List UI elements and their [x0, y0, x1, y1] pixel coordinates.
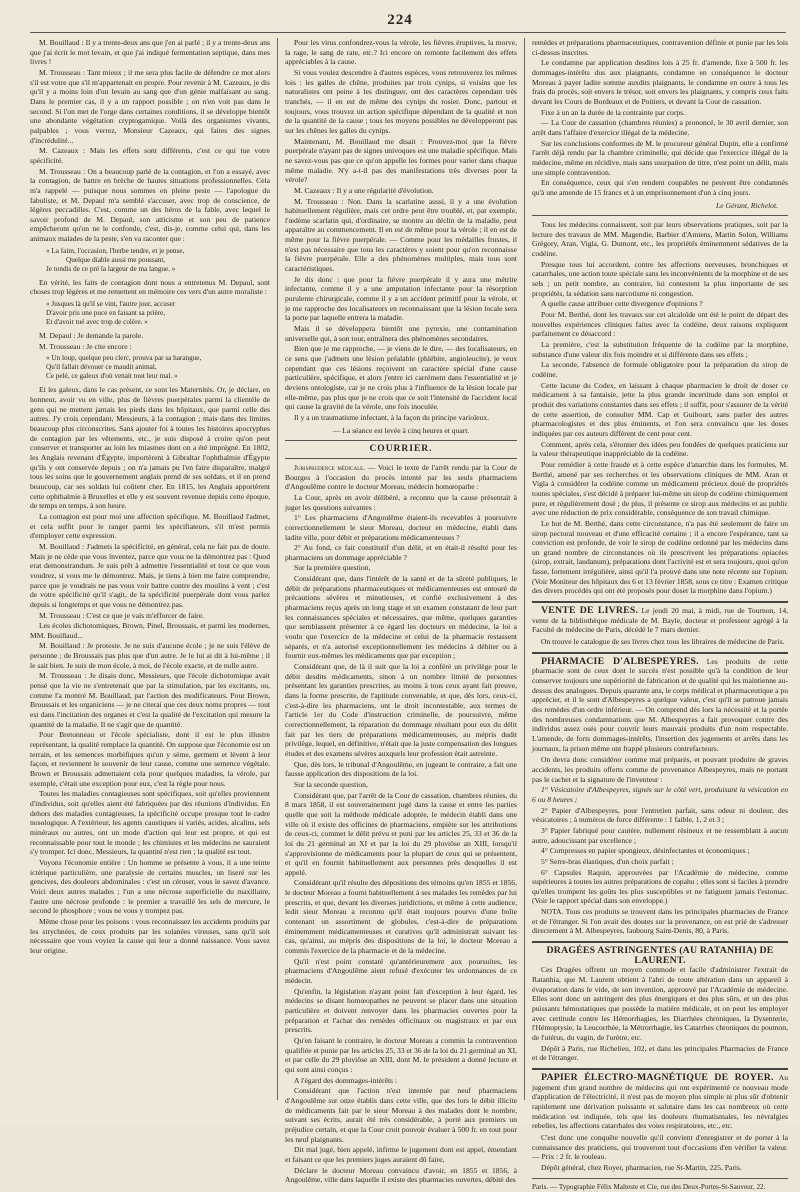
paragraph: remèdes et préparations pharmaceutiques, contravention définie et punie par les lois ci-dessus inscrites.: [532, 38, 788, 57]
paragraph: Sur les conclusions conformes de M. le procureur général Dupin, elle a confirmé l'arrêt déjà rendu par la chambre criminelle, qui décide que l'exercice illégal de la médecine, même en récidive, mais sans usurpation de titre, n'est point un délit, mais une simple contravention.: [532, 138, 788, 177]
ad-title: PHARMACIE D'ALBESPEYRES.: [541, 655, 699, 667]
ad-text: Le jeudi 20 mai, à midi, rue de Tournon, 14, vente de la bibliothèque médicale de M. Bayle, docteur et professeur agrégé à la Faculté de médecine de Paris, décédé le 7 mars dernier.: [532, 606, 789, 635]
ad-title: PAPIER ÉLECTRO-MAGNÉTIQUE DE ROYER.: [541, 1071, 774, 1083]
ad-albespeyres: [532, 657, 788, 754]
section-heading-courrier: COURRIER.: [369, 444, 433, 455]
column-left: [30, 38, 270, 1118]
paragraph: Considérant qu'il résulte des dépositions des témoins qu'en 1855 et 1856, le docteur Moreau a fourni habituellement à ses malades les remèdes par lui prescrits, et que, devant les diverses juridictions, et même à cette audience, ledit sieur Moreau a reconnu qu'il était toujours pourvu d'une boîte contenant un assortiment de globules, c'est-à-dire de préparations éminemment médicamenteuses et curatives qu'il administrait suivant les cas, qu'ainsi, au mépris des dispositions de la loi, le docteur Moreau a commis l'exercice de la pharmacie et de la médecine.: [285, 878, 517, 956]
header-rule: [30, 32, 786, 33]
paragraph: Si vous voulez descendre à d'autres espèces, vous retrouverez les mêmes lois : les galles de chêne, produites par trois cynips, si voisins que les naturalistes ont peine à les distinguer, ont des caractères cependant très tranchés, — il en est de même des cynips du rosier. Donc, partout et toujours, vous trouvez un action spécifique dépendant de la qualité et non de la quantité de la cause ; tous les moyens possibles ne développeront pas sur les chênes les galles du cynips.: [285, 67, 517, 135]
verse-line: Qu'il fallait dévouer ce maudit animal,: [46, 363, 157, 372]
column-rule-1: [277, 38, 278, 1100]
paragraph: Pour les virus confondrez-vous la vérole, les fièvres éruptives, la morve, la rage, le sang de rate, etc.? Ici encore on remonte facilement des effets appréciables à la cause.: [285, 38, 517, 67]
ad-text: Au jugement d'un grand nombre de médecins qui ont expérimenté ce nouveau mode d'application de l'électricité, il n'est pas de moyen plus simple ni plus sûr d'obtenir rapidement une dérivation puissante et salutaire dans les cas nombreux où cette médication est indiquée, tels que les douleurs rhumatismales, les névralgies rebelles, les affections catarrhales des voies respiratoires, etc., etc.: [532, 1072, 789, 1131]
paragraph-text: — Voici le texte de l'arrêt rendu par la Cour de Bourges à l'occasion du procès intenté par les seuls pharmaciens d'Angoulême contre le docteur Moreau, médecin homœopathe :: [285, 462, 517, 492]
paragraph: M. Trousseau : C'est ce que je vais m'efforcer de faire.: [39, 610, 204, 620]
paragraph: Ces Dragées offrent un moyen commode et facile d'administrer l'extrait de Ratanhia, que M. Laurent obtient à l'abri de toute altération dans un appareil à évaporation dans le vide, de son invention, approuvé par l'Académie de médecine. Elles sont donc un astringent des plus énergiques et des plus sûrs, et un des plus puissants hémostatiques que possède la matière médicale, et on peut les employer avec certitude contre les Hémorrhagies, les Diarrhées chroniques, la Dysenterie, l'Hémoptysie, la Leucorrhée, la Métrorrhagie, les Catarrhes chroniques du poumon, de l'utérus, du vagin, de l'urètre, etc.: [532, 965, 788, 1042]
list-item: 6° Capsules Raquin, approuvées par l'Académie de médecine, comme supérieures à toutes les autres préparations de copahu ; elles sont si faciles à prendre qu'elles trompent les goûts les plus susceptibles et ne fatiguent jamais l'estomac. (Voir le rapport spécial dans son enveloppe.): [532, 867, 788, 906]
paragraph: M. Trousseau : Je disais donc, Messieurs, que l'école dichotomique avait pensé que la vie ne s'entretenait que par la stimulation, par les excitants, ou, comme l'a montré M. Bouillaud, par l'action des modificateurs. Pour Brown, Broussais et les organiciens — je ne citerai que ces deux noms propres — tout est dans l'incitation des organes et c'est la qualité de l'excitation qui mesure la quantité de la maladie. Il ne s'agit que de quantité.: [30, 671, 270, 729]
section-divider: [285, 458, 517, 459]
section-divider: [532, 215, 788, 216]
section-divider: [532, 1178, 788, 1179]
paragraph: M. Trousseau : On a beaucoup parlé de la contagion, et l'on a essayé, avec la contagion, de battre en brèche de hautes situations professionnelles. Cela m'a rappelé — puisque nous sommes en pleine peste — l'apologue du fabuliste, et M. Depaul m'a semblé s'accuser, avec trop de conscience, de légères peccadilles. C'est, comme un des héros de la fable, avec lequel le savoir profond de M. Depaul, son atticisme et son peu de patience empêcheront qu'on ne le confonde, c'est, dis-je, comme celui qui, dans les animaux malades de la peste, s'en va raconter que :: [30, 166, 270, 244]
paragraph: Qu'enfin, la législation n'ayant point fait d'exception à leur égard, les médecins se disant homœopathes ne peuvent se placer dans une situation particulière et doivent renvoyer dans les pharmacies ouvertes pour la préparation et l'achat des remèdes officinaux ou magistraux et par eux prescrits.: [285, 986, 517, 1035]
paragraph: M. Cazeaux : Il y a une régularité d'évolution.: [294, 185, 434, 195]
printer-imprint: Paris. — Typographie Félix Malteste et Cie, rue des Deux-Portes-St-Sauveur, 22.: [532, 1182, 766, 1191]
rubric-label: Jurisprudence médicale.: [294, 462, 366, 472]
paragraph: Qu'il n'est point constaté qu'antérieurement aux poursuites, les pharmaciens d'Angoulême aient refusé d'exécuter les ordonnances de ce médecin.: [285, 956, 517, 986]
list-item: 3° Papier fabriqué pour cautère, nullement résineux et ne ressemblant à aucun autre, adoucissant par excellence ;: [532, 825, 788, 845]
paragraph: Comment, après cela, s'étonner des idées peu fondées de quelques praticiens sur la valeur thérapeutique inappréciable de la codéine.: [532, 439, 788, 459]
ad-royer: [532, 1073, 788, 1131]
paragraph: On devra donc considérer comme mal préparés, et pouvant produire de graves accidents, les produits offerts comme de provenance Albespeyres, mais ne portant pas le cachet et la signature de l'inventeur :: [532, 755, 788, 784]
paragraph: Le but de M. Berthé, dans cette circonstance, n'a pas été seulement de faire un sirop pectoral nouveau et d'une efficacité certaine ; il a encore l'espérance, tant sa conviction est profonde, de voir le sirop de codéine ordonné par les médecins dans un grand nombre de circonstances où ils prescrivent les préparations opiacées (sirop, extrait, laudanum), préparations dont l'activité est et sera toujours, quoi qu'on fasse, fortement irrégulière, ainsi qu'il l'a prouvé dans une note récente sur l'opium. (Voir Moniteur des hôpitaux des 6 et 13 février 1858, sous ce titre : Examen critique des divers procédés qui ont été proposés pour doser la morphine dans l'opium.): [532, 518, 789, 596]
paragraph: M. Trousseau : Je cite encore :: [39, 341, 132, 351]
list-item: 1° Vésicatoire d'Albespeyres, signés sur le côté vert, produisant la vésication en 6 ou 8 heures ;: [532, 785, 788, 804]
section-divider: [285, 440, 517, 441]
paragraph: La contagion est pour moi une affection spécifique. M. Bouillaud l'admet, et cela suffit pour le ranger parmi les spécifiateurs, s'il m'est permis d'employer cette expression.: [30, 511, 270, 541]
paragraph: Considérant que l'action n'est intentée par neuf pharmaciens d'Angoulême sur onze établis dans cette ville, que des lors le débit illicite de médicaments fait par le sieur Moreau à des malades dont le nombre, suivant ses écrits, aurait été très considérable, à porté aux premiers un préjudice certain, et que la Cour croit pouvoir évaluer à 500 fr. en tout pour les neuf plaignants.: [285, 1086, 517, 1144]
paragraph: C'est donc une conquête nouvelle qu'il convient d'enregistrer et de porter à la connaissance des praticiens, qui trouveront tout d'occasions d'en vérifier la valeur. — Prix : 2 fr. le rouleau.: [532, 1132, 788, 1162]
paragraph: M. Bouillaud : Je proteste. Je ne suis d'aucune école ; je ne suis l'élève de personne ; de Broussais pas plus que d'un autre. Je le lui ai dit à lui-même ; il le sait bien. Je suis de mon école, à moi, de l'école exacte, et de nulle autre.: [30, 641, 270, 670]
paragraph: [285, 463, 517, 492]
paragraph: A quelle cause attribuer cette divergence d'opinions ?: [541, 299, 703, 309]
page-number: 224: [387, 12, 413, 28]
paragraph: Il y a un traumatisme infectant, à la façon du principe varioleux.: [294, 412, 490, 422]
paragraph: Considérant que, de là il suit que la loi a conféré un privilège pour le débit desdits médicaments, sinon à un nombre limité de personnes présentant les garanties prescrites, au moins à tous ceux ayant fait preuve, dans la forme prescrite, de l'aptitude convenable, et que, dès lors, ceux-ci, c'est-à-dire les pharmaciens, ont le droit incontestable, aux termes de l'article 1er du Code d'instruction criminelle, de poursuivre, même correctionnellement, la réparation du dommage résultant pour eux du délit fait par les tiers de préparations médicamenteuses, au mépris dudit privilège, lequel, en définitive, n'était que la juste compensation des longues études et des examens sévères auxquels leur profession était astreinte.: [285, 662, 517, 758]
paragraph: M. Trousseau : Tant mieux ; il me sera plus facile de défendre ce mot alors s'il est votre que s'il m'appartenait en propre. Pour revenir à M. Cazeaux, je dis qu'il y a moins loin d'un levain au sang que d'un génie malfaisant au sang. Dans le premier cas, il y a un rapport possible ; on n'en voit pas dans le second. Si l'on met de l'orge dans certaines conditions, il se développe bientôt une abondante végétation cryptogamique. Voilà des organismes vivants, palpables ; vous verrez, Monsieur Cazeaux, qui faites des signes d'incrédulité...: [30, 67, 270, 145]
verse-line: « Jusques là qu'il se vint, l'autre jour, accuser: [46, 300, 176, 309]
list-item: 2° Papier d'Albespeyres, pour l'entretien parfait, sans odeur ni douleur, des vésicatoires ; à numéros de force différente : 1 faible, 1, 2 et 3 ;: [532, 805, 788, 825]
paragraph: Fixe à un an la durée de la contrainte par corps.: [541, 107, 686, 117]
paragraph: M. Bouillaud : Il y a trente-deux ans que j'en ai parlé ; il y a trente-deux ans que j'ai écrit le mot levain, et que j'ai indiqué fermentation septique, dans mes livres !: [30, 38, 270, 67]
session-close-note: — La séance est levée à cinq heures et quart.: [332, 425, 470, 435]
paragraph: Bien que je me rapproche, — je viens de le dire, — des localisateurs, en ce sens que j'admets une lésion préalable (phlébite, angioleucite), je veux cependant que ces lésions reçoivent un caractère spécial d'une cause particulière, spécifique, et alors j'entre ici carrément dans l'essentialité et je deviens ontologiste, car je ne crois plus à l'influence de la lésion locale par elle-même, pas plus que je ne crois que ce soit l'intensité de l'accident local qui cause la gravité de la vérole, une fois inoculée.: [285, 344, 517, 412]
paragraph: 1° Les pharmaciens d'Angoulême étaient-ils recevables à poursuivre correctionnellement le sieur Moreau, docteur en médecine, établi dans ladite ville, pour débit et préparations médicamenteuses ?: [285, 513, 517, 542]
paragraph: La première, c'est la substitution fréquente de la codéine par la morphine, substance d'une valeur dix fois moindre et si différente dans ses effets ;: [532, 340, 788, 359]
paragraph: Que, dès lors, le tribunal d'Angoulême, en jugeant le contraire, a fait une fausse application des dispositions de la loi.: [285, 759, 517, 779]
paragraph: Voyons l'économie entière : Un homme se présente à vous, il a une teinte ictérique particulière, une paralysie de certains muscles, un liseré sur les gencives, des douleurs abdominales : c'est un céruser, vous le savez d'avance. Voici deux autres malades ; l'un a une nécrose superficielle du maxillaire, l'autre une nécrose profonde : le premier a travaillé les sels de mercure, le second le phosphore ; vous ne vous y trompez pas.: [30, 857, 270, 916]
paragraph: Les écoles dichotomiques, Brown, Pinel, Broussais, et parmi les modernes, MM. Bouillaud...: [30, 621, 270, 640]
paragraph: Déclare le docteur Moreau convaincu d'avoir, en 1855 et 1856, à Angoulême, ville dans laquelle il existe des pharmacies ouvertes, débité des: [285, 1165, 517, 1185]
verse-line: Et d'avoir tué avec trop de colère. »: [46, 318, 148, 327]
paragraph: En conséquence, ceux qui s'en rendent coupables ne peuvent être condamnés qu'à une amende de 15 francs et à un emprisonnement d'un à cinq jours.: [532, 178, 788, 197]
verse-quote: [46, 354, 270, 381]
paragraph: Presque tous lui accordent, contre les affections nerveuses, bronchiques et catarrhales, une action toute spéciale sans les inconvénients de la morphine et de ses sels ; un petit nombre, au contraire, lui contestent la plus importante de ses propriétés, la sédation sans narcotisme ni congestion.: [532, 259, 788, 298]
paragraph: Pour M. Berthé, dont les travaux sur cet alcaloïde ont été le point de départ des nouvelles expériences cliniques faites avec la codéine, deux raisons expliquent parfaitement ce désaccord :: [532, 310, 788, 339]
verse-line: Quelque diable aussi me poussant,: [66, 255, 166, 264]
ad-divider: [532, 652, 788, 654]
paragraph: Dépôt général, chez Royer, pharmacien, rue St-Martin, 225, Paris.: [541, 1162, 742, 1172]
paragraph: Sur la première question,: [294, 563, 371, 573]
column-rule-2: [524, 38, 525, 1100]
paragraph: Considérant que, par l'arrêt de la Cour de cassation, chambres réunies, du 8 mars 1858, il est souverainement jugé dans la cause et entre les parties quelle que soit la méthode médicale adoptée, le médecin établi dans une ville où il existe des officines de pharmaciens, empiète sur les attributions de ceux-ci, commet le délit prévu et puni par les articles 25, 33 et 36 de la loi du 21 germinal an XI et par la loi du 29 pluviôse an XIII, lorsqu'il s'approvisionne de médicaments pour la plupart de ceux qui se présentent, et qu'il en fournit habituellement aux personnes près desquelles il est appelé.: [285, 790, 517, 877]
verse-line: Ce pelé, ce galeux d'où venait tout leur mal. »: [46, 372, 178, 381]
ad-divider: [532, 941, 788, 943]
verse-quote: [46, 300, 270, 327]
paragraph: M. Bouillaud : J'admets la spécificité, en général, cela ne fait pas de doute. Mais je ne cède que vous inventez, parce que vous ne la démontrez pas : Quod erat demonstrandum. Je suis prêt à admettre l'essentialité et tout ce que vous voudrez, si vous me le démontrez. Mais, je tiens à bien me faire comprendre, parce que je voudrais ne pas vous voir battre contre des moulins à vent ; c'est de votre spécificité qu'il s'agit, de la spécificité puerpérale dont vous parlez depuis si longtemps et que vous ne démontrez pas.: [30, 541, 270, 609]
paragraph: — La Cour de cassation (chambres réunies) a prononcé, le 30 avril dernier, son arrêt dans l'affaire d'exercice illégal de la médecine.: [532, 118, 788, 137]
paragraph: Dit mal jugé, bien appelé, infirme le jugement dont est appel, émendant et faisant ce que les premiers juges auraient dû faire,: [285, 1145, 517, 1164]
paragraph: Je dis donc : que pour la fièvre puerpérale il y aura une métrite infectante, comme il y a une amputation infectante pour la résorption purulente chirurgicale, comme il y a un accident primitif pour la vérole, et je me rapproche des localisateurs en reconnaissant que la lésion locale sera la porte par laquelle entrera la maladie.: [285, 274, 517, 323]
paragraph: 2° Au fond, ce fait constitutif d'un délit, et en était-il résulté pour les pharmaciens un dommage appréciable ?: [285, 543, 517, 562]
column-middle: [285, 38, 517, 1185]
verse-quote: [46, 247, 270, 274]
paragraph: Mais il se développera bientôt une pyrexie, une contamination universelle qui, à son tour, entraînera des phénomènes secondaires.: [285, 324, 517, 343]
paragraph: Considérant que, dans l'intérêt de la santé et de la sûreté publiques, le débit de préparations pharmaceutiques et médicamenteuses est entouré de précautions sévères et minutieuses, et confié exclusivement à des pharmaciens reçus après un long stage et un examen constatant de leur part les connaissances spéciales et nécessaires, que même, quelques garanties que semblassent présenter à ce égard les docteurs en médecine, la loi a voulu que l'exercice de la médecine et celui de la pharmacie restassent séparés, et n'a autorisé exceptionnellement les médecins à débiter ou à fournir eux-mêmes les médicaments que par exception ;: [285, 574, 517, 661]
paragraph: Qu'en faisant le contraire, le docteur Moreau a commis la contravention qualifiée et punie par les articles 25, 33 et 36 de la loi du 21 germinal an XI, et par celle du 29 pluviôse an XIII, dont M. le président a donné lecture et qui sont ainsi conçus :: [285, 1035, 517, 1074]
verse-line: D'avoir pris une puce en faisant sa prière,: [46, 309, 166, 318]
editor-signature: Le Gérant, Richelot.: [715, 200, 778, 210]
paragraph: Pour remédier à cette fraude et à cette espèce d'anarchie dans les formules, M. Berthé, amené par ses recherches et les observations cliniques de MM. Aran et Vigla à considérer la codéine comme un médicament précieux doué de propriétés toutes spéciales, s'est décidé à préparer lui-même un sirop de codéine chimiquement pure, et régulièrement dosé ; de plus, il présente ce sirop aux médecins et au public avec une réduction de prix considérable, conséquence de son travail chimique.: [532, 459, 788, 518]
paragraph: Maintenant, M. Bouillaud me disait : Prouvez-moi que la fièvre puerpérale n'ayant pas de signes univoques est une maladie spécifique. Mais ne savez-vous pas que ce qu'on appelle les formes pour varier dans chaque même maladie. N'y a-t-il pas des manifestations très diverses pour la vérole?: [285, 136, 517, 185]
ad-vente-livres: [532, 606, 788, 635]
ad-text: Les produits de cette pharmacie sont de ceux dont le succès n'est possible qu'à la condition de leur conserver toujours une supériorité de fabrication et de qualité qui les maintienne au-dessus des analogues. Depuis quarante ans, le corps médical et pharmaceutique a pu apprécier, et il le sont d'Albespeyres a quelque valeur, c'est qu'il se patroue jamais des remèdes d'un ordre inférieur. — On comprend dès lors la nécessité et la portée des nombreuses condamnations que M. Albespeyres a fait provoquer contre des individus assez osés pour couvrir leurs mauvais produits d'un nom respectable. L'amende, de forts dommages-intérêts, l'insertion des jugements et arrêts dans les journaux, la prison même ont frappé plusieurs contrefacteurs.: [532, 656, 788, 753]
ad-title: VENTE DE LIVRES.: [541, 605, 639, 617]
paragraph: Cette lacune du Codex, en laissant à chaque pharmacien le droit de doser ce médicament à sa fantaisie, jette la plus grande incertitude dans son emploi et produit des variations constantes dans ses effets ; il suffit, pour s'assurer de la vérité de cette assertion, de consulter MM. Cap et Guibourt, sans parler des autres pharmacologistes et des plus éminents, et l'on sera convaincu que les doses indiquées par ces auteurs diffèrent de cent pour cent.: [532, 380, 788, 438]
paragraph: Toutes les maladies contagieuses sont spécifiques, soit qu'elles proviennent d'individus, soit qu'elles aient été fabriquées par des réunions d'individus. En dehors des maladies contagieuses, la spécificité occupe presque tout le cadre nosologique. A l'extérieur, les agents caustiques si variés, acides, alcalins, sels minéraux ou autres, ont un mode d'action qui leur est propre, et qui est reconnaissable pour tout le monde ; les chimistes et les médecins ne sauraient s'y tromper. Ici donc, Messieurs, la quantité n'est rien ; la qualité est tout.: [30, 789, 270, 857]
paragraph: Sur la seconde question,: [294, 779, 368, 789]
paragraph: NOTA. Tous ces produits se trouvent dans les principales pharmacies de France et de l'étranger. Si l'on avait des doutes sur la provenance, on est prié de s'adresser directement à M. Albespeyres, faubourg Saint-Denis, 80, à Paris.: [532, 907, 788, 936]
paragraph: M. Trousseau : Non. Dans la scarlatine aussi, il y a une évolution habituellement régulière, mais cet ordre peut être troublé, et, par exemple, l'œdème scarlatin qui, d'ordinaire, se montre au déclin de la maladie, peut apparaître au commencement. Il en est de même pour la vérole ; il en est de même pour la fièvre puerpérale. — Comme pour les médailles frustes, il n'est pas nécessaire que tous les caractères y soient pour qu'on reconnaisse la fièvre puerpérale. Elle a des phénomènes multiples, mais tous sont caractéristiques.: [285, 196, 517, 274]
paragraph: M. Cazeaux : Mais les effets sont différents, c'est ce qui tue votre spécificité.: [30, 146, 270, 165]
ad-title-dragees: DRAGÉES ASTRINGENTES (AU RATANHIA) DE LAURENT.: [546, 945, 774, 966]
paragraph: Pour Bretonneau et l'école spécialiste, dont il est le plus illustre représentant, la qualité remplace la quantité. On suppose que l'économie est un terrain, et les semences morbifiques qu'on y sème, germent et lèvent à leur façon, et reviennent le souvenir de leur cause, comme une semence végétale. Brown et Broussais admettaient cela pour quelques maladies, la vérole, par exemple, c'était une exception pour eux, c'est la règle pour nous.: [30, 730, 270, 788]
paragraph: La seconde, l'absence de formule obligatoire pour la préparation du sirop de codéine.: [532, 360, 788, 379]
paragraph: Même chose pour les poisons : vous reconnaissez les accidents produits par les strychnées, de ceux produits par les solanées vireuses, sans qu'il soit nécessaire que vous voyiez la cause qui leur a donné naissance. Vous savez leur origine.: [30, 916, 270, 955]
verse-line: Je tondis de ce pré la largeur de ma langue. »: [46, 264, 176, 273]
paragraph: Tous les médecins connaissent, soit par leurs observations pratiques, soit par la lecture des travaux de MM. Magendie, Barbier d'Amiens, Martin Solon, Williams Grégory, Aran, Vigla, G. Dumont, etc., les propriétés éminemment sédatives de la codéine.: [532, 220, 788, 259]
paragraph: M. Depaul : Je demande la parole.: [39, 331, 144, 341]
paragraph: Dépôt à Paris, rue Richelieu, 102, et dans les principales Pharmacies de France et de l'étranger.: [532, 1043, 788, 1063]
list-item: 4° Compresses en papier spongieux, désinfectantes et économiques ;: [541, 846, 750, 856]
ad-divider: [532, 601, 788, 603]
paragraph: Et les galeux, dans le cas présent, ce sont les Maternités. Or, je déclare, en honneur, avoir vu en ville, plus de fièvres puerpérales parmi la clientèle de gens qui ne mettent jamais les pieds dans les hôpitaux, que parmi celle des autres. J'y crois cependant, Messieurs, à la contagion ; mais dans des limites beaucoup plus circonscrites. Sans ajouter foi à toutes les histoires apocryphes de contagion par les vêtements, etc., je suis disposé à croire qu'on peut conserver et transporter au loin les miasmes dont on a été imprégné. En 1802, les Anglais revenant d'Égypte, importèrent à Gibraltar l'ophthalmie d'Égypte qu'ils y ont conservée depuis ; on n'a jamais pu l'en faire disparaître, malgré tous les soins que le gouvernement anglais prend de ses soldats, et il en prend beaucoup, car ses soldats lui coûtent cher. En 1815, les Anglais apportèrent cette ophthalmie à Bruxelles et elle y est souvent revenue depuis cette époque, de temps en temps, à son heure.: [30, 385, 270, 511]
paragraph: Le condamne par application desdites lois à 25 fr. d'amende, fixe à 500 fr. les dommages-intérêts dus aux plaignants, condamne en conséquence le docteur Moreau à payer ladite somme auxdits plaignants, le condamne en outre à tous les frais du procès, soit envers le trésor, soit envers les plaignants, y compris ceux faits devant les Cours de Bordeaux et de Poitiers, et devant la Cour de cassation.: [532, 58, 788, 106]
column-right: [532, 38, 789, 1191]
ad-divider: [532, 1068, 788, 1070]
paragraph: A l'égard des dommages-intérêts :: [294, 1075, 398, 1085]
list-item: 5° Serre-bras élastiques, d'un choix parfait ;: [541, 856, 674, 866]
paragraph: La Cour, après en avoir délibéré, a reconnu que la cause présentait à juger les questions suivantes :: [285, 492, 517, 512]
paragraph: En vérité, les faits de contagion dont nous a entretenus M. Depaul, sont choses trop légères et me remettent en mémoire ces vers d'un autre moraliste :: [30, 277, 270, 297]
verse-line: « Un loup, quelque peu clerc, prouva par sa harangue,: [46, 354, 202, 363]
verse-line: « La faim, l'occasion, l'herbe tendre, et je pense,: [46, 246, 185, 255]
paragraph: On trouve le catalogue de ses livres chez tous les libraires de médecine de Paris.: [541, 637, 785, 647]
